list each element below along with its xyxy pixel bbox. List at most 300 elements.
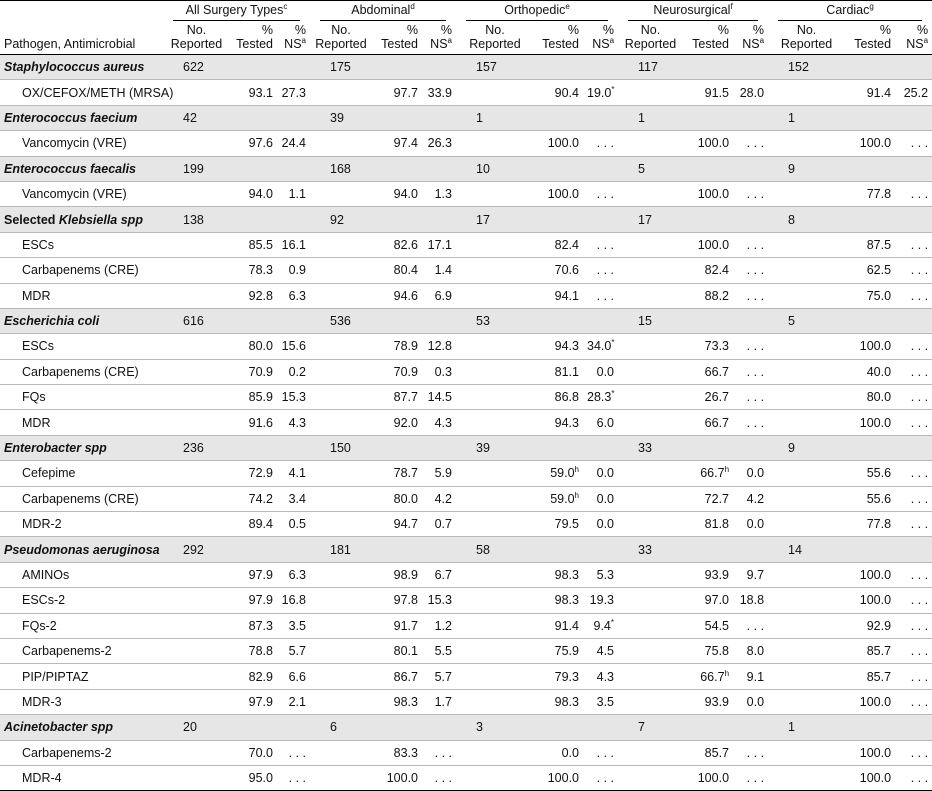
empty-cell: [163, 765, 230, 790]
pct-tested-value: 92.0: [393, 415, 418, 430]
antimicrobial-row: [0, 765, 932, 790]
antimicrobial-row: [0, 385, 932, 410]
pct-ns-value: . . .: [910, 263, 929, 278]
empty-cell: [683, 105, 733, 130]
pct-ns-value: 0.7: [434, 517, 452, 532]
pct-tested-value: 77.8: [866, 187, 892, 202]
pct-ns-cell: [422, 283, 456, 308]
pct-ns-value: 2.1: [288, 694, 306, 709]
empty-cell: [310, 410, 372, 435]
pct-tested-cell: [372, 283, 422, 308]
pct-tested-value: 80.4: [393, 263, 418, 278]
pct-tested-value: 80.0: [248, 339, 273, 354]
pct-ns-value: 6.6: [288, 669, 306, 684]
significance-marker: *: [611, 84, 615, 94]
empty-cell: [768, 232, 845, 257]
empty-cell: [618, 512, 683, 537]
no-reported-cell: 14: [768, 537, 845, 562]
pct-tested-value: 85.7: [866, 644, 892, 659]
pct-ns-value: 3.5: [288, 618, 306, 633]
empty-cell: [456, 385, 534, 410]
antimicrobial-row: [0, 232, 932, 257]
group-header-all: All Surgery Types$^c$: [163, 1, 310, 24]
empty-cell: [768, 181, 845, 206]
empty-cell: [895, 207, 932, 232]
no-reported-cell: 175: [310, 55, 372, 80]
pct-tested-cell: [534, 359, 583, 384]
pct-tested-cell: [534, 613, 583, 638]
antimicrobial-name: MDR-2: [0, 512, 163, 537]
empty-cell: [845, 435, 895, 460]
pct-ns-value: . . .: [746, 136, 765, 151]
pct-ns-value: 5.7: [288, 644, 306, 659]
empty-cell: [456, 334, 534, 359]
pct-tested-cell: [683, 765, 733, 790]
pathogen-name-part: Pseudomonas aeruginosa: [4, 542, 160, 557]
antimicrobial-name: PIP/PIPTAZ: [0, 664, 163, 689]
no-reported-header: [618, 23, 683, 55]
pct-ns-value: . . .: [746, 415, 765, 430]
no-reported-cell: 138: [163, 207, 230, 232]
pct-tested-value: 97.9: [248, 694, 273, 709]
pct-tested-header: [534, 23, 583, 55]
pct-ns-cell: [277, 613, 310, 638]
pct-tested-cell: [372, 334, 422, 359]
pct-tested-cell: [683, 740, 733, 765]
pct-ns-header: [583, 23, 618, 55]
empty-cell: [277, 207, 310, 232]
pct-tested-value: 70.6: [554, 263, 579, 278]
no-reported-line2: Reported: [315, 37, 367, 51]
pct-tested-line1: %: [879, 23, 892, 37]
pct-tested-cell: [845, 181, 895, 206]
no-reported-header: [456, 23, 534, 55]
pct-tested-cell: [372, 410, 422, 435]
pct-ns-value: . . .: [910, 339, 929, 354]
pct-ns-cell: [583, 689, 618, 714]
no-reported-cell: 58: [456, 537, 534, 562]
pct-tested-cell: [845, 689, 895, 714]
antimicrobial-name: ESCs: [0, 232, 163, 257]
no-reported-header: [310, 23, 372, 55]
pct-tested-value: 100.0: [697, 771, 730, 786]
pct-tested-value: 94.3: [554, 339, 579, 354]
no-reported-cell: 536: [310, 308, 372, 333]
pct-tested-line2: Tested: [542, 37, 579, 51]
pct-ns-value: 6.9: [434, 288, 452, 303]
empty-cell: [456, 258, 534, 283]
antimicrobial-name: Vancomycin (VRE): [0, 181, 163, 206]
empty-cell: [422, 156, 456, 181]
pct-ns-cell: [583, 765, 618, 790]
pct-ns-cell: [277, 258, 310, 283]
pct-ns-cell: [422, 613, 456, 638]
pct-ns-header: [422, 23, 456, 55]
pct-tested-value: 97.6: [248, 136, 273, 151]
pct-ns-value: 0.0: [746, 466, 765, 481]
pct-tested-cell: [230, 689, 277, 714]
pct-tested-value: 73.3: [704, 339, 730, 354]
pct-tested-cell: [534, 80, 583, 105]
pct-tested-cell: [534, 410, 583, 435]
pct-ns-value: 28.3: [587, 390, 612, 405]
pct-ns-cell: [733, 80, 768, 105]
pct-ns-cell: [895, 765, 932, 790]
pct-ns-value: 25.2: [903, 85, 929, 100]
pct-tested-value: 75.0: [866, 288, 892, 303]
pct-ns-cell: [895, 562, 932, 587]
pct-tested-cell: [372, 461, 422, 486]
pathogen-name: [0, 207, 163, 232]
pct-tested-cell: [534, 334, 583, 359]
pct-tested-cell: [683, 562, 733, 587]
pct-ns-value: 9.1: [746, 669, 765, 684]
pct-ns-cell: [895, 410, 932, 435]
pct-ns-cell: [277, 283, 310, 308]
empty-cell: [845, 207, 895, 232]
pathogen-name-part: Staphylococcus aureus: [4, 60, 145, 75]
antimicrobial-row: [0, 181, 932, 206]
empty-cell: [618, 689, 683, 714]
pct-ns-value: . . .: [596, 288, 615, 303]
pct-tested-value: 100.0: [859, 771, 892, 786]
pct-ns-value: 5.5: [434, 644, 452, 659]
pct-ns-value: 1.7: [434, 694, 452, 709]
empty-cell: [163, 232, 230, 257]
pct-tested-cell: [372, 562, 422, 587]
pct-ns-line1: %: [752, 23, 765, 37]
pct-tested-line1: %: [406, 23, 418, 37]
empty-cell: [583, 537, 618, 562]
empty-cell: [230, 435, 277, 460]
antimicrobial-row: [0, 486, 932, 511]
antimicrobial-row: [0, 334, 932, 359]
pct-ns-cell: [583, 283, 618, 308]
pct-ns-cell: [895, 664, 932, 689]
empty-cell: [618, 283, 683, 308]
pct-tested-value: 93.9: [704, 568, 730, 582]
pct-ns-cell: [895, 461, 932, 486]
pct-tested-value: 55.6: [866, 466, 892, 481]
pct-ns-value: 0.9: [288, 263, 306, 278]
pct-tested-cell: [534, 258, 583, 283]
pct-tested-value: 98.3: [554, 593, 579, 608]
pct-tested-cell: [845, 410, 895, 435]
empty-cell: [618, 131, 683, 156]
pathogen-name: [0, 55, 163, 80]
empty-cell: [456, 410, 534, 435]
pct-tested-value: 100.0: [859, 593, 892, 608]
empty-cell: [230, 308, 277, 333]
antimicrobial-name: Carbapenems (CRE): [0, 486, 163, 511]
empty-cell: [618, 410, 683, 435]
empty-cell: [618, 181, 683, 206]
pct-tested-cell: [683, 588, 733, 613]
pct-tested-cell: [845, 486, 895, 511]
empty-cell: [310, 588, 372, 613]
empty-cell: [618, 486, 683, 511]
empty-cell: [230, 207, 277, 232]
empty-cell: [683, 156, 733, 181]
pct-tested-line2: Tested: [236, 37, 273, 51]
pct-tested-cell: [845, 80, 895, 105]
pathogen-name: [0, 156, 163, 181]
no-reported-cell: 236: [163, 435, 230, 460]
no-reported-cell: 1: [456, 105, 534, 130]
pct-tested-cell: [534, 385, 583, 410]
pct-ns-cell: [733, 689, 768, 714]
pct-tested-value: 100.0: [697, 237, 730, 252]
pct-tested-value: 85.9: [248, 390, 273, 405]
pct-ns-cell: [895, 131, 932, 156]
pct-ns-cell: [277, 562, 310, 587]
pct-ns-sup: a: [609, 35, 615, 45]
no-reported-cell: 39: [456, 435, 534, 460]
pct-ns-cell: [422, 664, 456, 689]
pct-ns-value: 4.2: [434, 491, 452, 506]
pct-tested-cell: [845, 359, 895, 384]
organism-row: [0, 55, 932, 80]
pct-tested-cell: [230, 765, 277, 790]
empty-cell: [456, 638, 534, 663]
empty-cell: [163, 486, 230, 511]
pct-ns-value: . . .: [746, 618, 765, 633]
pct-ns-cell: [422, 512, 456, 537]
pct-ns-line1: %: [602, 23, 615, 37]
footnote-marker: h: [724, 668, 730, 678]
pct-tested-value: 82.4: [554, 237, 579, 252]
empty-cell: [310, 334, 372, 359]
pct-ns-cell: [277, 512, 310, 537]
pct-tested-cell: [534, 664, 583, 689]
pct-tested-value: 89.4: [248, 517, 273, 532]
pct-tested-cell: [683, 283, 733, 308]
pct-ns-cell: [422, 232, 456, 257]
pct-ns-value: . . .: [910, 136, 929, 151]
pathogen-name-part: Selected: [4, 212, 59, 227]
pct-tested-value: 97.8: [393, 593, 418, 608]
pct-tested-value: 80.1: [393, 644, 418, 659]
pct-ns-value: 0.5: [288, 517, 306, 532]
pct-tested-cell: [683, 181, 733, 206]
antimicrobial-row: [0, 588, 932, 613]
empty-cell: [456, 80, 534, 105]
pct-ns-value: 17.1: [427, 237, 452, 252]
pct-ns-line1: %: [440, 23, 452, 37]
pct-ns-value: . . .: [910, 288, 929, 303]
pct-tested-cell: [372, 689, 422, 714]
pct-ns-cell: [277, 664, 310, 689]
empty-cell: [277, 105, 310, 130]
pathogen-name-part: Enterobacter spp: [4, 441, 107, 456]
pct-tested-value: 100.0: [697, 136, 730, 151]
no-reported-line2: Reported: [469, 37, 521, 51]
empty-cell: [683, 55, 733, 80]
pct-ns-line2: [426, 37, 452, 51]
group-header-orthopedic: Orthopedic$^e$: [456, 1, 618, 24]
no-reported-cell: 157: [456, 55, 534, 80]
antimicrobial-name: Carbapenems (CRE): [0, 359, 163, 384]
empty-cell: [163, 283, 230, 308]
no-reported-cell: 5: [618, 156, 683, 181]
empty-cell: [768, 638, 845, 663]
empty-cell: [618, 258, 683, 283]
empty-cell: [456, 283, 534, 308]
empty-cell: [768, 131, 845, 156]
empty-cell: [618, 613, 683, 638]
empty-cell: [422, 55, 456, 80]
empty-cell: [768, 689, 845, 714]
pct-tested-value: 54.5: [704, 618, 730, 633]
no-reported-cell: 7: [618, 715, 683, 740]
pct-ns-line1: %: [916, 23, 929, 37]
pct-tested-cell: [230, 80, 277, 105]
no-reported-cell: 181: [310, 537, 372, 562]
pct-ns-value: 6.3: [288, 288, 306, 303]
pct-tested-value: 80.0: [393, 491, 418, 506]
no-reported-cell: 15: [618, 308, 683, 333]
pct-ns-value: . . .: [746, 263, 765, 278]
empty-cell: [310, 258, 372, 283]
pct-ns-cell: [422, 258, 456, 283]
group-header-cardiac: Cardiac$^g$: [768, 1, 932, 24]
pct-ns-cell: [583, 486, 618, 511]
no-reported-cell: 1: [768, 715, 845, 740]
empty-cell: [310, 385, 372, 410]
pct-ns-value: 12.8: [427, 339, 452, 354]
pct-tested-value: 98.3: [554, 694, 579, 709]
pct-ns-cell: [733, 613, 768, 638]
empty-cell: [456, 131, 534, 156]
empty-cell: [230, 537, 277, 562]
group-header-abdominal: Abdominal$^d$: [310, 1, 456, 24]
pct-tested-cell: [683, 461, 733, 486]
pct-ns-cell: [422, 334, 456, 359]
pct-tested-cell: [534, 461, 583, 486]
empty-cell: [456, 689, 534, 714]
pct-ns-cell: [277, 385, 310, 410]
pct-tested-cell: [372, 512, 422, 537]
pct-tested-cell: [230, 385, 277, 410]
pct-ns-cell: [277, 181, 310, 206]
pct-tested-cell: [534, 283, 583, 308]
pct-tested-value: 72.9: [248, 466, 273, 481]
pct-ns-cell: [733, 181, 768, 206]
pct-ns-value: 9.7: [746, 568, 765, 582]
pct-tested-cell: [230, 258, 277, 283]
antimicrobial-row: [0, 461, 932, 486]
pct-tested-value: 70.9: [393, 364, 418, 379]
pct-ns-value: 3.5: [596, 694, 615, 709]
pct-ns-value: 27.3: [281, 85, 306, 100]
pct-ns-label: NS: [592, 37, 610, 51]
empty-cell: [683, 207, 733, 232]
pct-tested-value: 94.3: [554, 415, 579, 430]
empty-cell: [422, 207, 456, 232]
empty-cell: [895, 308, 932, 333]
no-reported-cell: 150: [310, 435, 372, 460]
pct-ns-value: 3.4: [288, 491, 306, 506]
no-reported-line2: Reported: [624, 37, 677, 51]
pathogen-name-part: Escherichia coli: [4, 314, 100, 329]
empty-cell: [768, 385, 845, 410]
pct-ns-cell: [895, 258, 932, 283]
pct-ns-value: . . .: [910, 745, 929, 760]
no-reported-line1: No.: [640, 23, 661, 37]
pct-ns-value: . . .: [596, 136, 615, 151]
pct-tested-value: 91.7: [393, 618, 418, 633]
empty-cell: [583, 55, 618, 80]
no-reported-cell: 42: [163, 105, 230, 130]
pct-tested-cell: [845, 740, 895, 765]
pct-ns-cell: [895, 385, 932, 410]
empty-cell: [895, 55, 932, 80]
empty-cell: [534, 156, 583, 181]
empty-cell: [583, 715, 618, 740]
pct-ns-value: 33.9: [427, 85, 452, 100]
pct-tested-value: 91.4: [554, 618, 579, 633]
pct-tested-header: [683, 23, 733, 55]
no-reported-cell: 117: [618, 55, 683, 80]
pct-ns-label: NS: [430, 37, 448, 51]
antimicrobial-name: OX/CEFOX/METH (MRSA): [0, 80, 163, 105]
pct-tested-value: 81.8: [704, 517, 730, 532]
pct-ns-cell: [422, 359, 456, 384]
no-reported-header: [163, 23, 230, 55]
empty-cell: [583, 435, 618, 460]
pct-tested-value: 100.0: [547, 771, 579, 786]
pct-ns-value: 18.8: [739, 593, 765, 608]
pct-ns-value: 5.3: [596, 568, 615, 582]
pct-tested-cell: [372, 80, 422, 105]
empty-cell: [310, 765, 372, 790]
pct-tested-value: 66.7: [704, 415, 730, 430]
empty-cell: [277, 55, 310, 80]
pct-tested-cell: [372, 486, 422, 511]
empty-cell: [456, 512, 534, 537]
pct-ns-cell: [583, 334, 618, 359]
pct-tested-value: 100.0: [859, 339, 892, 354]
pct-ns-value: 28.0: [739, 85, 765, 100]
pct-ns-sup: a: [301, 35, 306, 45]
pct-tested-value: 87.3: [248, 618, 273, 633]
pct-tested-cell: [534, 486, 583, 511]
pct-tested-cell: [230, 486, 277, 511]
pct-tested-value: 75.8: [704, 644, 730, 659]
pct-tested-cell: [372, 740, 422, 765]
pct-tested-cell: [683, 359, 733, 384]
antimicrobial-name: Carbapenems (CRE): [0, 258, 163, 283]
empty-cell: [230, 55, 277, 80]
pct-tested-value: 100.0: [859, 745, 892, 760]
pct-ns-cell: [583, 461, 618, 486]
empty-cell: [230, 156, 277, 181]
pct-ns-value: . . .: [910, 237, 929, 252]
antimicrobial-row: [0, 258, 932, 283]
no-reported-cell: 92: [310, 207, 372, 232]
organism-row: [0, 207, 932, 232]
pct-tested-value: 62.5: [866, 263, 892, 278]
pct-tested-line2: Tested: [381, 37, 418, 51]
empty-cell: [845, 105, 895, 130]
pct-ns-value: 6.7: [434, 568, 452, 582]
pct-tested-cell: [534, 131, 583, 156]
pct-tested-cell: [534, 512, 583, 537]
pct-tested-value: 100.0: [859, 136, 892, 151]
pct-ns-value: . . .: [910, 593, 929, 608]
no-reported-cell: 1: [768, 105, 845, 130]
antimicrobial-row: [0, 740, 932, 765]
